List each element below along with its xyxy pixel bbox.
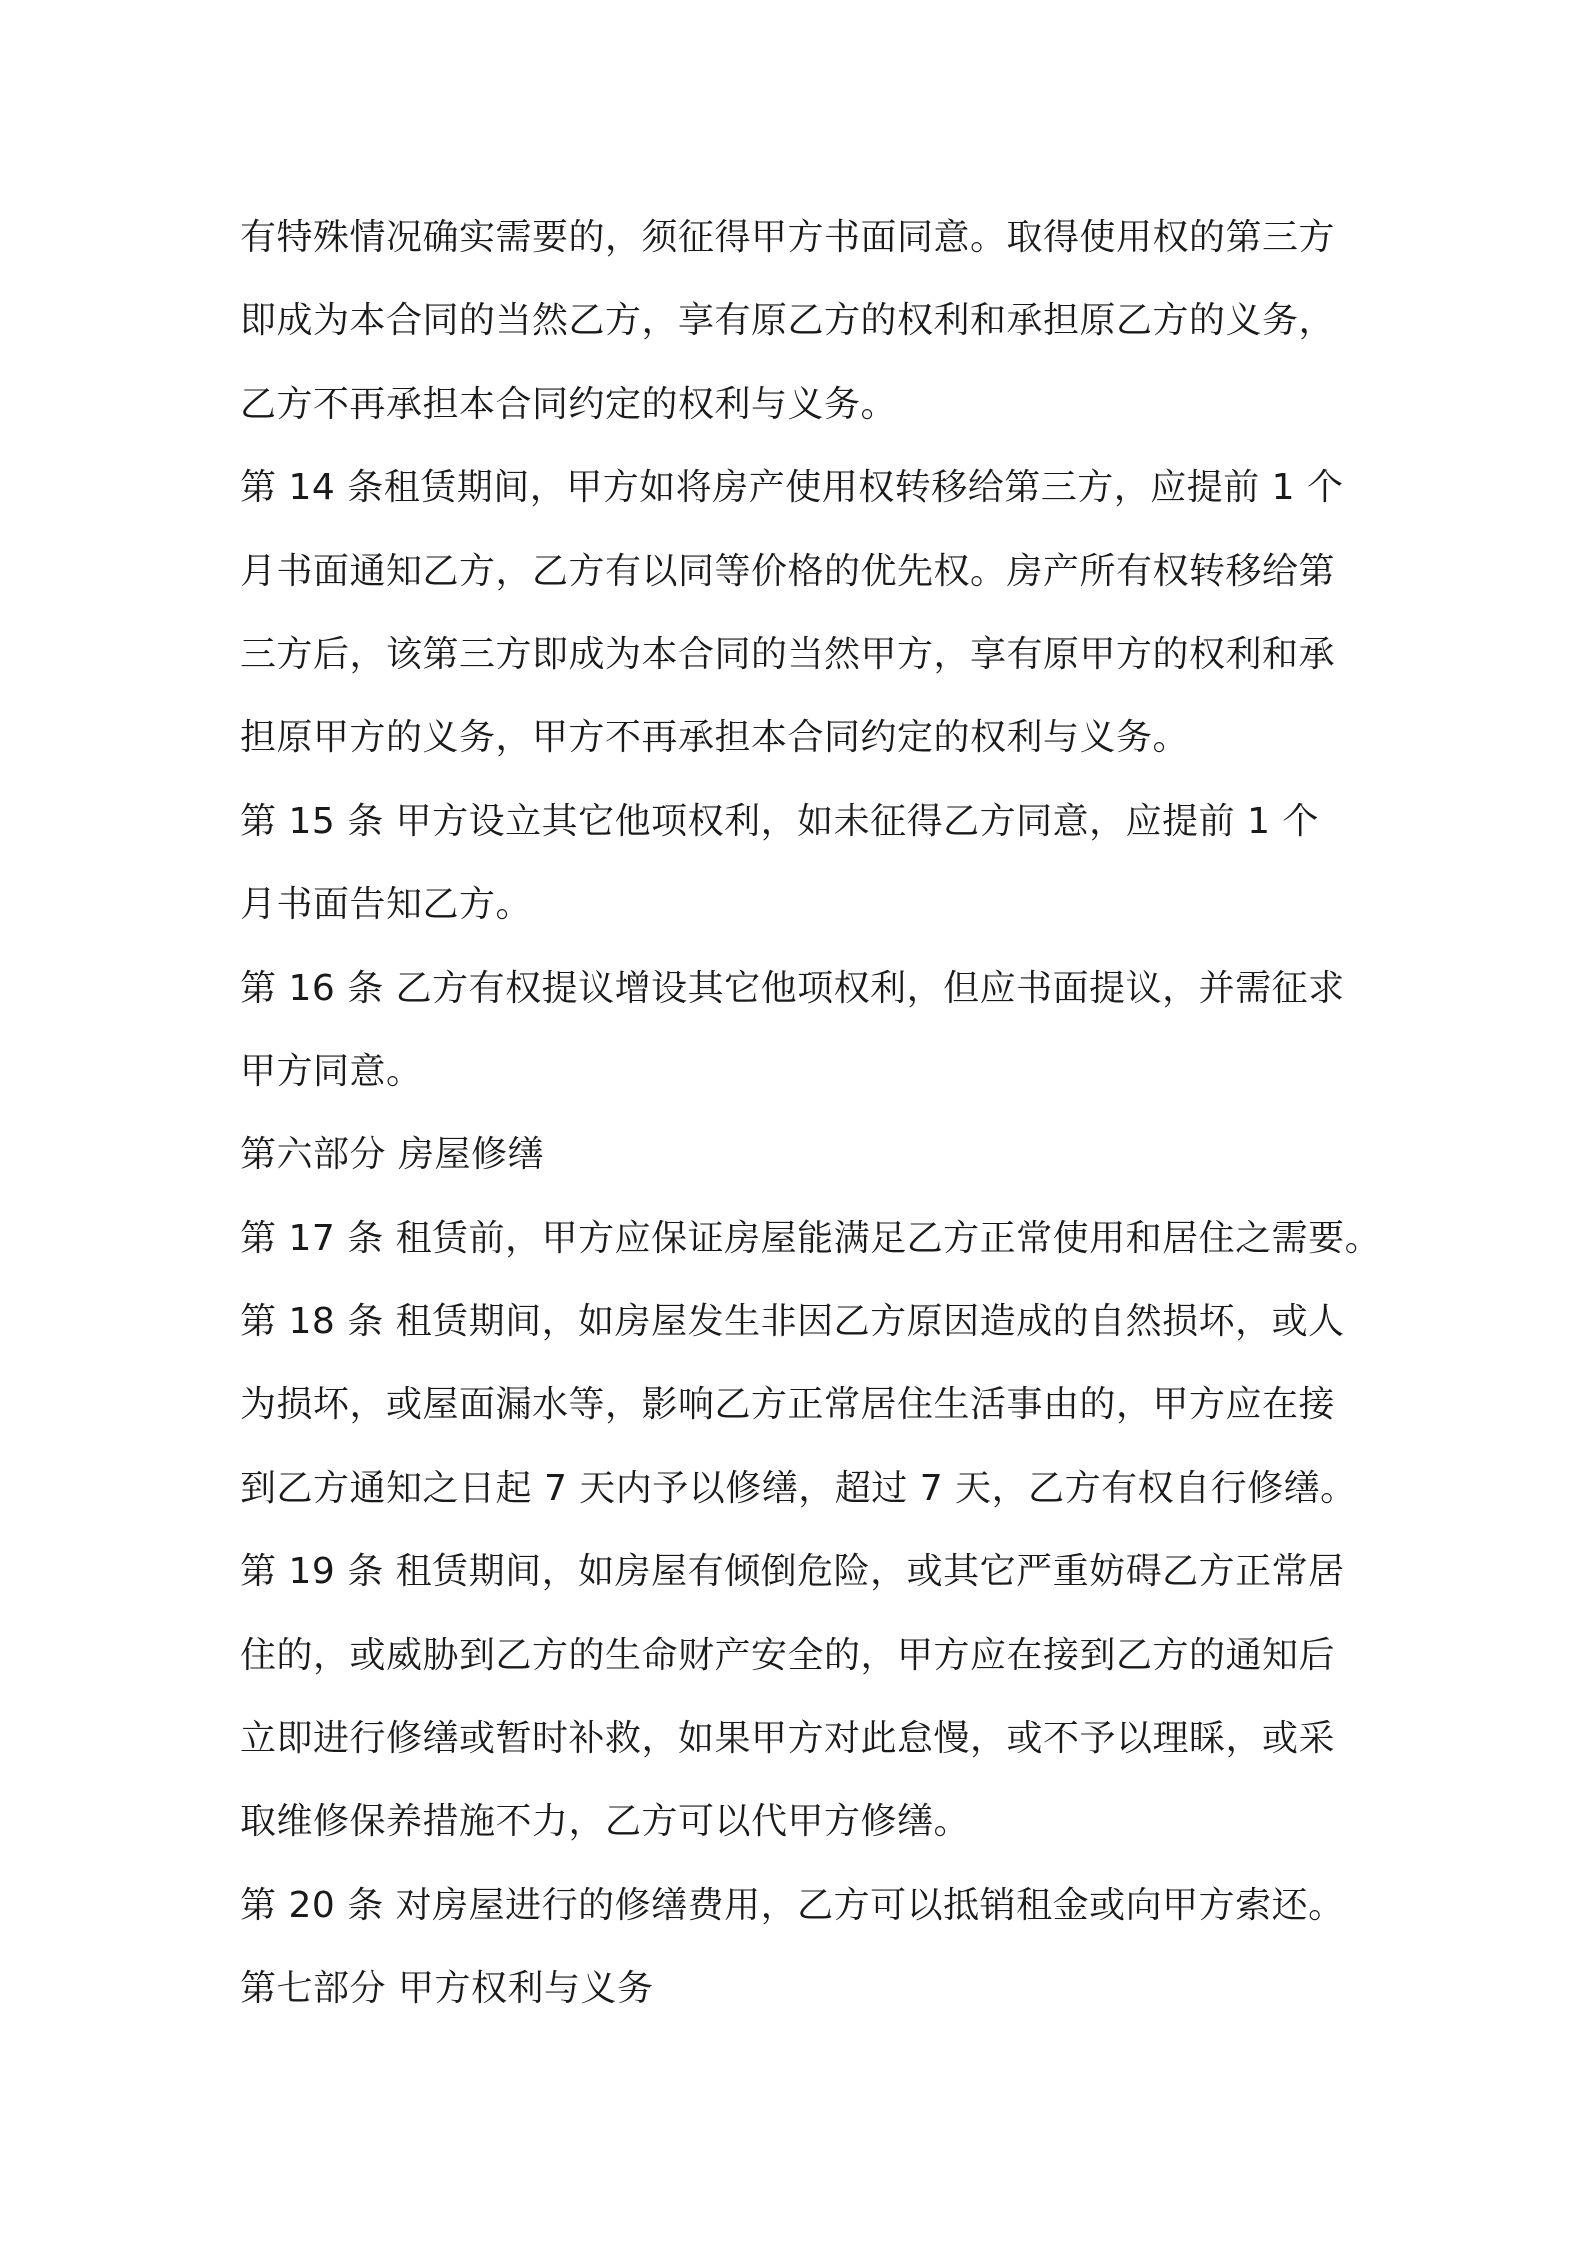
article-14-line: 第 14 条租赁期间，甲方如将房产使用权转移给第三方，应提前 1 个 [240, 467, 1344, 509]
text-line: 到乙方通知之日起 7 天内予以修缮，超过 7 天，乙方有权自行修缮。 [240, 1467, 1357, 1509]
text-line: 月书面通知乙方，乙方有以同等价格的优先权。房产所有权转移给第 [240, 550, 1336, 592]
text-line: 为损坏，或屋面漏水等，影响乙方正常居住生活事由的，甲方应在接 [240, 1384, 1336, 1426]
text-line: 住的，或威胁到乙方的生命财产安全的，甲方应在接到乙方的通知后 [240, 1634, 1336, 1676]
text-line: 甲方同意。 [240, 1050, 423, 1092]
text-line: 立即进行修缮或暂时补救，如果甲方对此怠慢，或不予以理睬，或采 [240, 1718, 1336, 1760]
article-17-line: 第 17 条 租赁前，甲方应保证房屋能满足乙方正常使用和居住之需要。 [240, 1217, 1382, 1259]
text-line: 担原甲方的义务，甲方不再承担本合同约定的权利与义务。 [240, 717, 1190, 759]
article-19-line: 第 19 条 租赁期间，如房屋有倾倒危险，或其它严重妨碍乙方正常居 [240, 1551, 1345, 1593]
section-heading-part-7: 第七部分 甲方权利与义务 [240, 1968, 654, 2010]
article-16-line: 第 16 条 乙方有权提议增设其它他项权利，但应书面提议，并需征求 [240, 967, 1345, 1009]
text-line: 乙方不再承担本合同约定的权利与义务。 [240, 383, 898, 425]
text-line: 有特殊情况确实需要的，须征得甲方书面同意。取得使用权的第三方 [240, 217, 1336, 258]
article-15-line: 第 15 条 甲方设立其它他项权利，如未征得乙方同意，应提前 1 个 [240, 800, 1319, 842]
contract-text [240, 196, 1382, 2031]
text-line: 即成为本合同的当然乙方，享有原乙方的权利和承担原乙方的义务， [240, 300, 1336, 342]
article-18-line: 第 18 条 租赁期间，如房屋发生非因乙方原因造成的自然损坏，或人 [240, 1301, 1345, 1343]
article-20-line: 第 20 条 对房屋进行的修缮费用，乙方可以抵销租金或向甲方索还。 [240, 1884, 1345, 1926]
text-line: 取维修保养措施不力，乙方可以代甲方修缮。 [240, 1801, 971, 1843]
text-line: 月书面告知乙方。 [240, 884, 533, 926]
text-line: 三方后，该第三方即成为本合同的当然甲方，享有原甲方的权利和承 [240, 633, 1336, 675]
section-heading-part-6: 第六部分 房屋修缮 [240, 1134, 544, 1176]
